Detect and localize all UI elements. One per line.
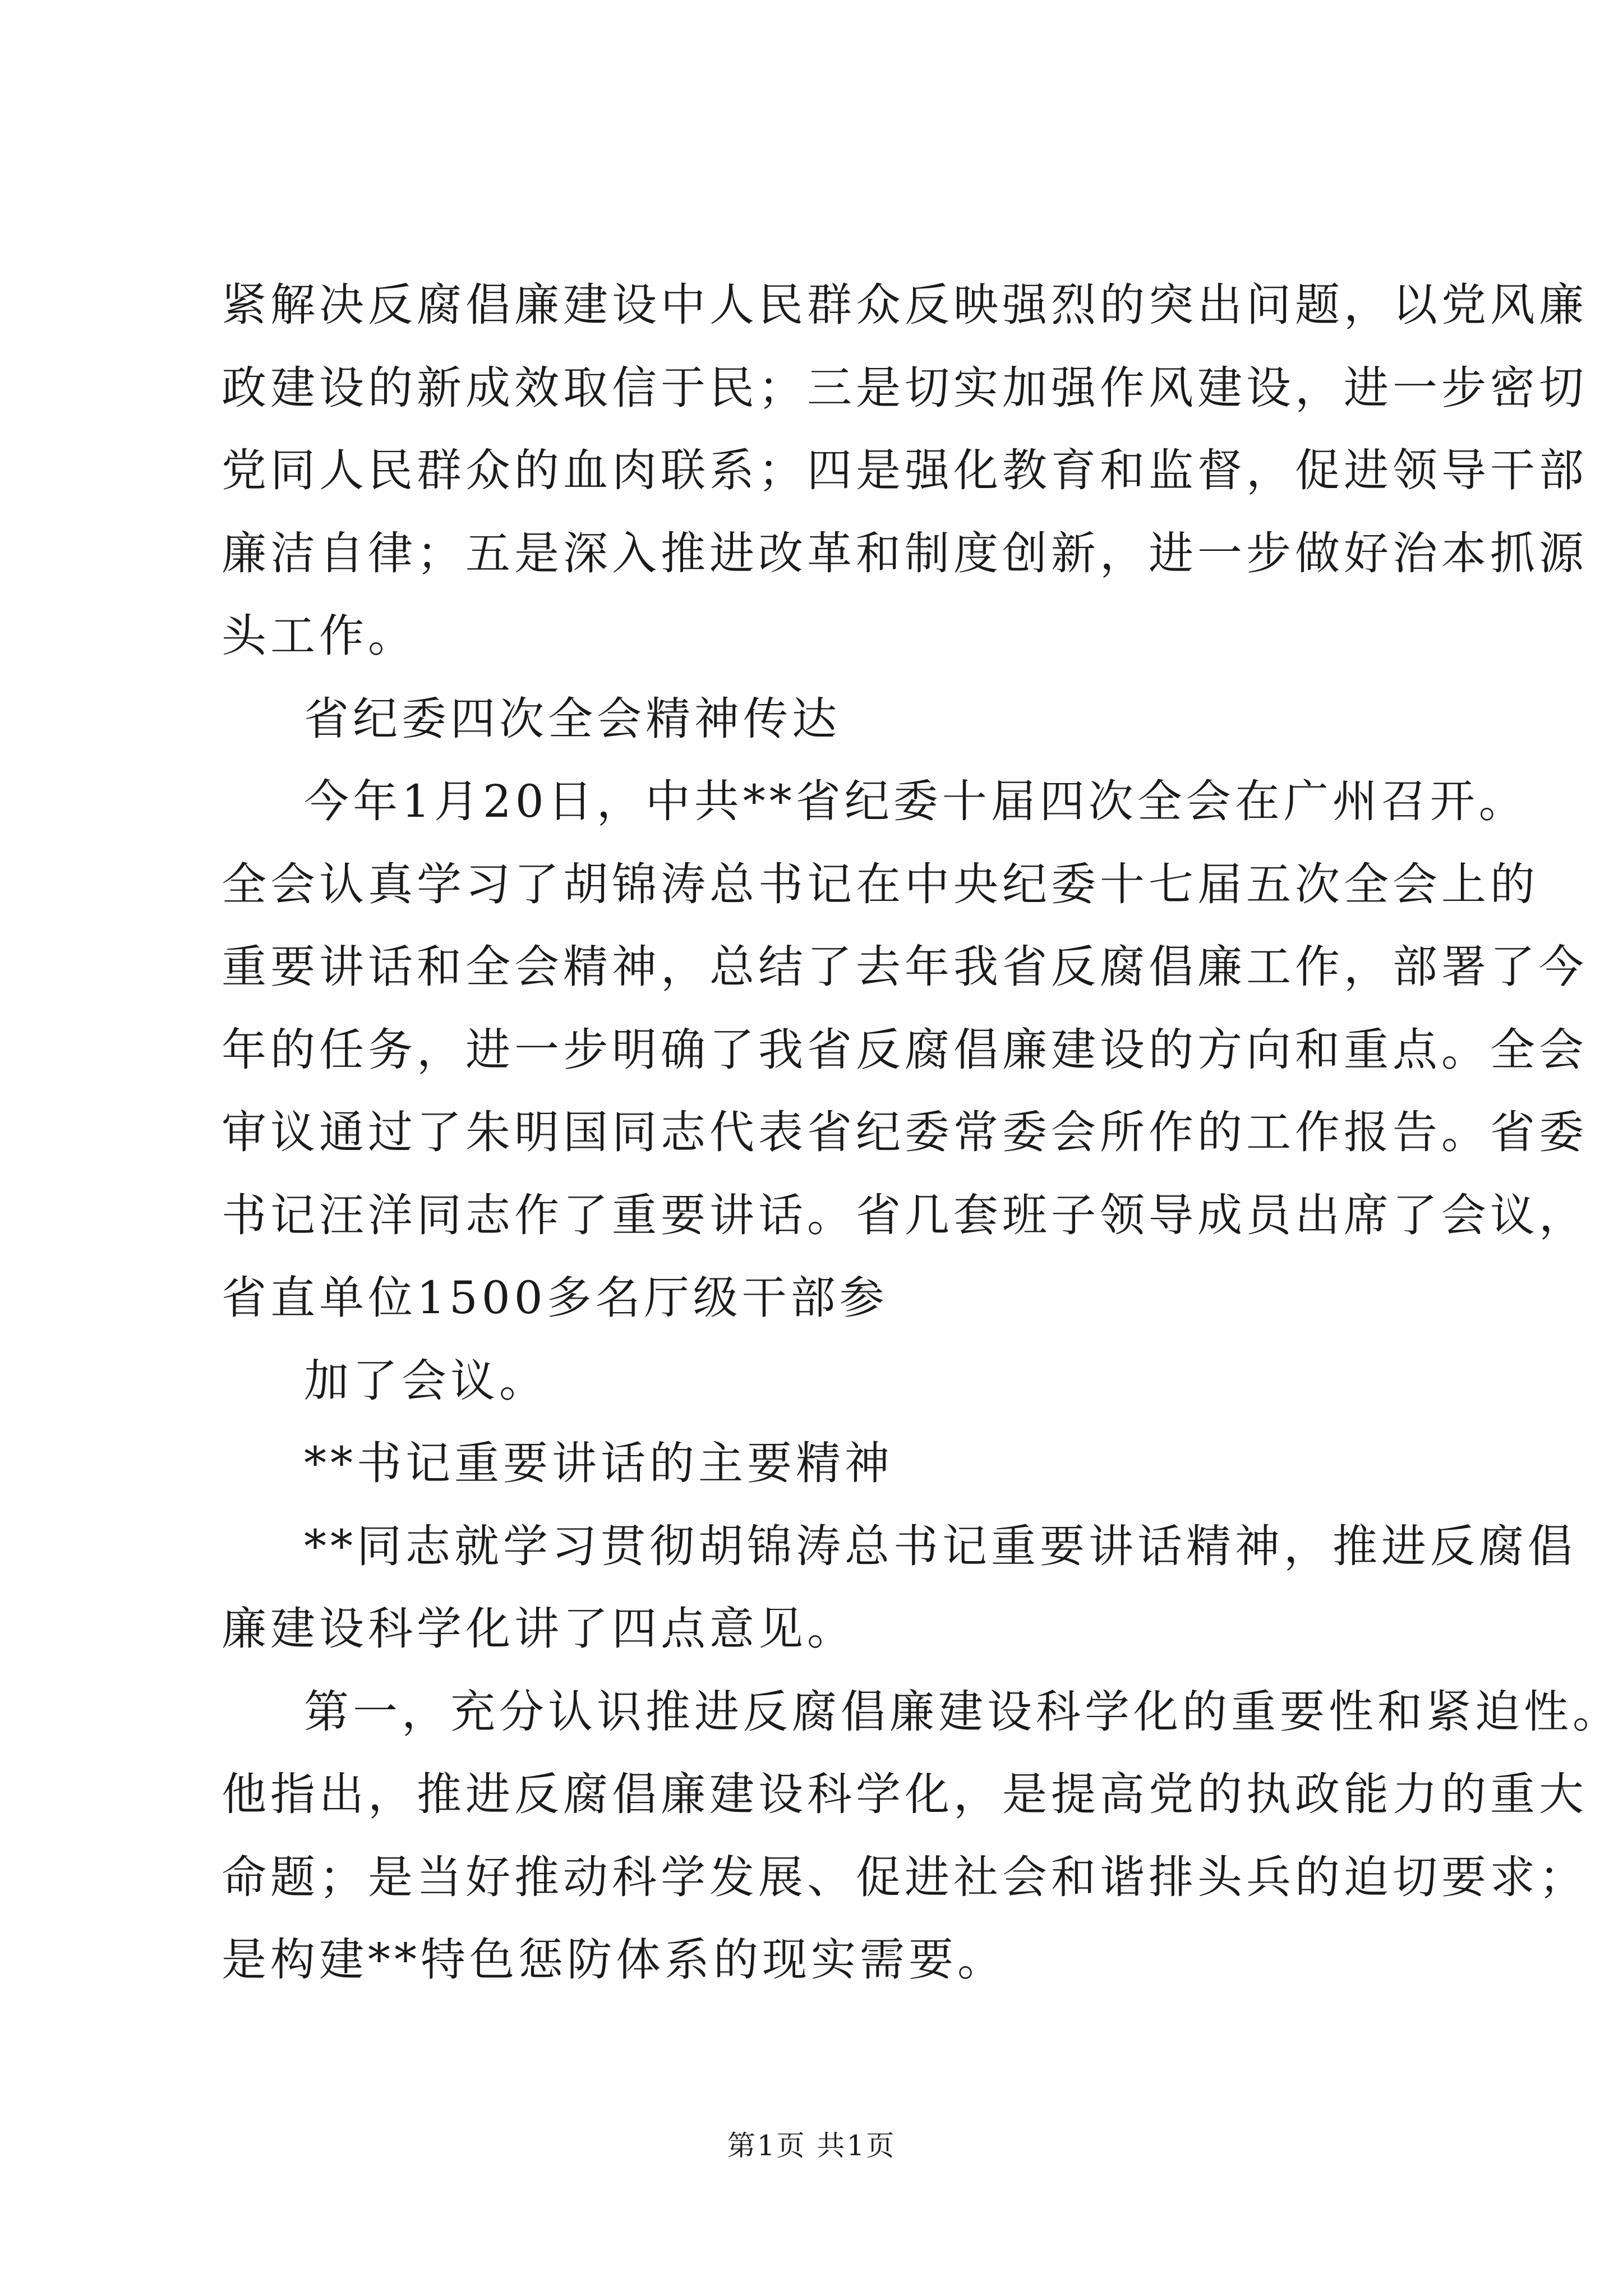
body-line: **同志就学习贯彻胡锦涛总书记重要讲话精神，推进反腐倡 bbox=[304, 1520, 1576, 1572]
body-line: 头工作。 bbox=[222, 610, 417, 662]
body-line: 廉建设科学化讲了四点意见。 bbox=[222, 1603, 856, 1655]
body-line: 命题；是当好推动科学发展、促进社会和谐排头兵的迫切要求； bbox=[222, 1851, 1588, 1903]
body-line: 第一，充分认识推进反腐倡廉建设科学化的重要性和紧迫性。 bbox=[304, 1685, 1621, 1738]
page-number-footer: 第1页 共1页 bbox=[727, 2129, 896, 2162]
body-line: 书记汪洋同志作了重要讲话。省几套班子领导成员出席了会议， bbox=[222, 1189, 1588, 1241]
body-line: 他指出，推进反腐倡廉建设科学化，是提高党的执政能力的重大 bbox=[222, 1768, 1588, 1820]
body-line: 紧解决反腐倡廉建设中人民群众反映强烈的突出问题，以党风廉 bbox=[222, 279, 1588, 331]
body-line: 省直单位1500多名厅级干部参 bbox=[222, 1272, 888, 1324]
section-heading: **书记重要讲话的主要精神 bbox=[304, 1437, 893, 1489]
body-line: 党同人民群众的血肉联系；四是强化教育和监督，促进领导干部 bbox=[222, 444, 1588, 496]
body-line: 是构建**特色惩防体系的现实需要。 bbox=[222, 1934, 1006, 1986]
body-line: 重要讲话和全会精神，总结了去年我省反腐倡廉工作，部署了今 bbox=[222, 941, 1588, 993]
section-heading: 省纪委四次全会精神传达 bbox=[304, 692, 841, 745]
document-body bbox=[222, 264, 1621, 2001]
body-line: 加了会议。 bbox=[304, 1354, 548, 1407]
body-line: 审议通过了朱明国同志代表省纪委常委会所作的工作报告。省委 bbox=[222, 1106, 1588, 1158]
body-line: 廉洁自律；五是深入推进改革和制度创新，进一步做好治本抓源 bbox=[222, 527, 1588, 579]
body-line: 全会认真学习了胡锦涛总书记在中央纪委十七届五次全会上的 bbox=[222, 858, 1539, 910]
body-line: 政建设的新成效取信于民；三是切实加强作风建设，进一步密切 bbox=[222, 361, 1588, 414]
body-line: 年的任务，进一步明确了我省反腐倡廉建设的方向和重点。全会 bbox=[222, 1023, 1588, 1076]
body-line: 今年1月20日，中共**省纪委十届四次全会在广州召开。 bbox=[304, 775, 1528, 827]
